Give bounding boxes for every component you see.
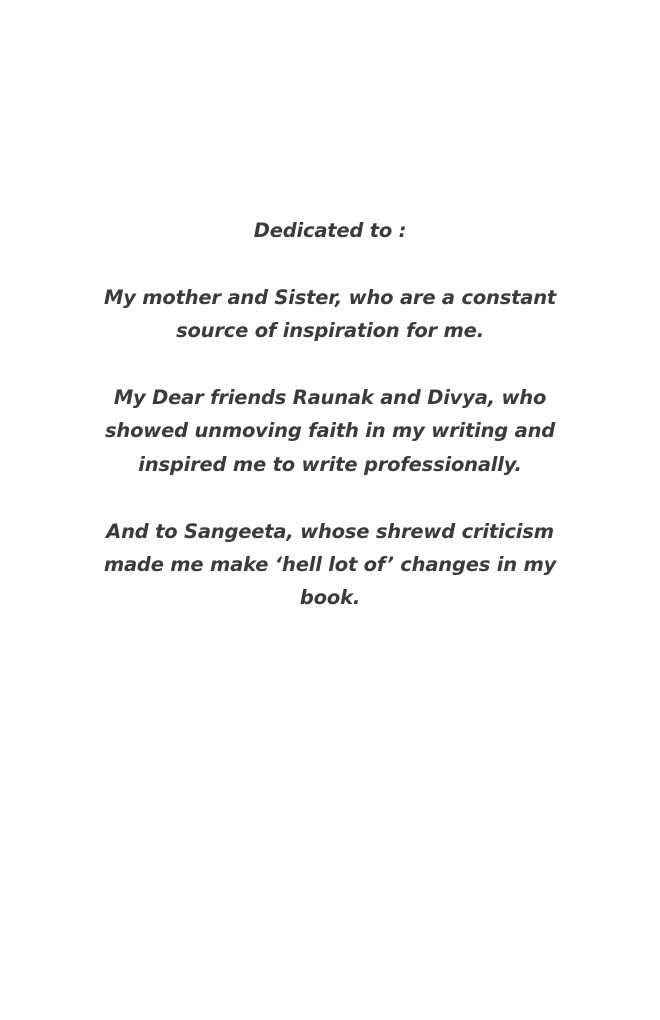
dedication-line: inspired me to write professionally. — [138, 452, 522, 476]
dedication-line: My mother and Sister, who are a constant — [103, 285, 557, 309]
dedication-block — [100, 214, 560, 615]
dedication-line: showed unmoving faith in my writing and — [104, 419, 556, 443]
dedication-line: book. — [299, 586, 361, 610]
dedication-line: made me make ‘hell lot of’ changes in my — [103, 553, 557, 577]
spacer — [100, 247, 560, 280]
dedication-heading: Dedicated to : — [253, 219, 407, 242]
dedication-line: source of inspiration for me. — [176, 319, 484, 343]
spacer — [100, 481, 560, 514]
spacer — [100, 348, 560, 381]
dedication-line: My Dear friends Raunak and Divya, who — [113, 386, 547, 409]
dedication-line: And to Sangeeta, whose shrewd criticism — [106, 519, 554, 543]
